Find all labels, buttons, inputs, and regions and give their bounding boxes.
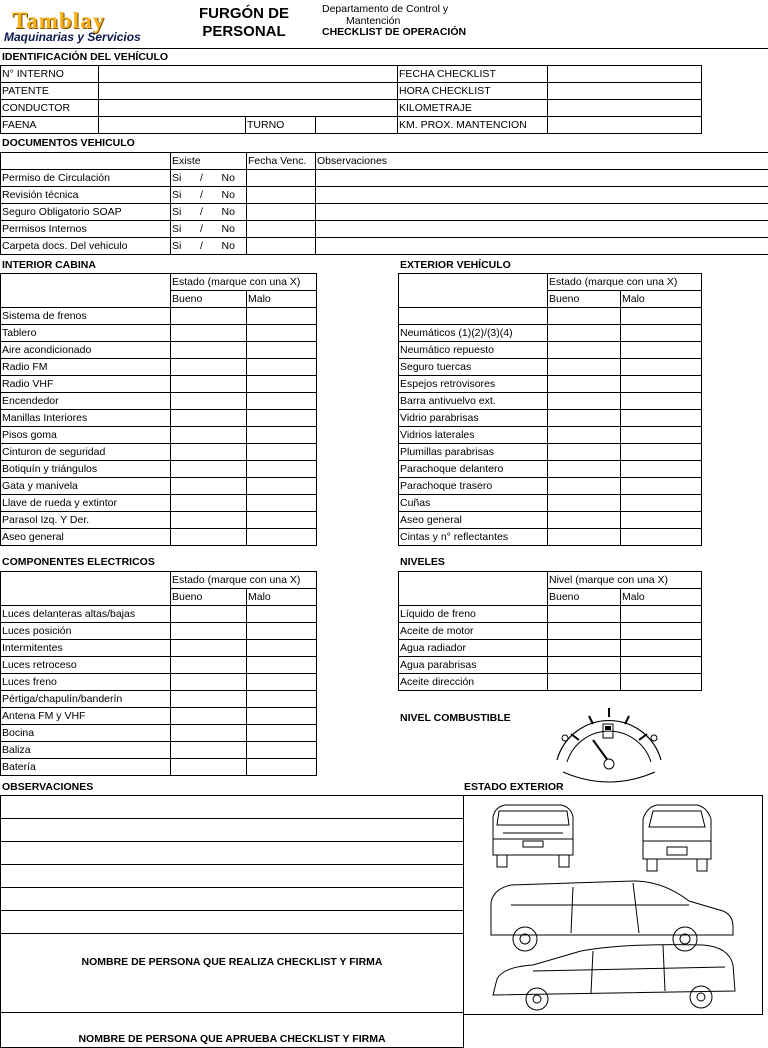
check-malo[interactable] <box>621 606 702 623</box>
check-bueno[interactable] <box>548 512 621 529</box>
doc-existe-si-no[interactable]: Si / No <box>171 187 247 204</box>
doc-item: Permiso de Circulación <box>1 170 171 187</box>
electrico-item: Pértiga/chapulín/banderín <box>1 691 171 708</box>
field-conductor[interactable] <box>99 100 398 117</box>
exterior-item: Espejos retrovisores <box>399 376 548 393</box>
check-bueno[interactable] <box>548 444 621 461</box>
section-observaciones: OBSERVACIONES <box>2 781 93 793</box>
divider <box>0 48 768 49</box>
check-bueno[interactable] <box>171 376 247 393</box>
interior-item: Tablero <box>1 325 171 342</box>
logo-tagline: Maquinarias y Servicios <box>4 30 164 44</box>
exterior-item: Neumáticos (1)(2)/(3)(4) <box>399 325 548 342</box>
interior-item: Encendedor <box>1 393 171 410</box>
check-malo[interactable] <box>247 461 317 478</box>
check-bueno[interactable] <box>548 461 621 478</box>
field-fecha-checklist[interactable] <box>548 66 702 83</box>
electrico-item: Intermitentes <box>1 640 171 657</box>
field-kilometraje[interactable] <box>548 100 702 117</box>
interior-item: Cinturon de seguridad <box>1 444 171 461</box>
check-bueno[interactable] <box>548 657 621 674</box>
check-bueno[interactable] <box>171 529 247 546</box>
electrico-item: Antena FM y VHF <box>1 708 171 725</box>
exterior-item: Vidrios laterales <box>399 427 548 444</box>
doc-existe-si-no[interactable]: Si / No <box>171 238 247 255</box>
check-malo[interactable] <box>621 427 702 444</box>
col-bueno: Bueno <box>171 589 247 606</box>
check-bueno[interactable] <box>548 410 621 427</box>
interior-item: Sistema de frenos <box>1 308 171 325</box>
exterior-item: Seguro tuercas <box>399 359 548 376</box>
label-faena: FAENA <box>1 117 99 134</box>
exterior-item: Aseo general <box>399 512 548 529</box>
check-bueno[interactable] <box>171 640 247 657</box>
electrico-item: Luces delanteras altas/bajas <box>1 606 171 623</box>
nivel-item: Agua parabrisas <box>399 657 548 674</box>
check-bueno[interactable] <box>171 461 247 478</box>
col-malo: Malo <box>247 589 317 606</box>
section-exterior: EXTERIOR VEHÍCULO <box>400 259 511 271</box>
check-bueno[interactable] <box>548 623 621 640</box>
check-bueno[interactable] <box>548 342 621 359</box>
check-bueno[interactable] <box>548 606 621 623</box>
check-malo[interactable] <box>247 410 317 427</box>
doc-fecha-field[interactable] <box>247 204 316 221</box>
check-malo[interactable] <box>621 623 702 640</box>
check-bueno[interactable] <box>548 495 621 512</box>
electrico-item: Bocina <box>1 725 171 742</box>
signature-block-aprueba[interactable] <box>1 1013 464 1048</box>
label-km-prox: KM. PROX. MANTENCION <box>398 117 548 134</box>
interior-item: Manillas Interiores <box>1 410 171 427</box>
interior-item: Pisos goma <box>1 427 171 444</box>
nivel-item: Agua radiador <box>399 640 548 657</box>
check-bueno[interactable] <box>171 623 247 640</box>
exterior-item: Cintas y n° reflectantes <box>399 529 548 546</box>
check-malo[interactable] <box>247 393 317 410</box>
check-malo[interactable] <box>247 512 317 529</box>
doc-item: Carpeta docs. Del vehiculo <box>1 238 171 255</box>
electrico-item: Luces freno <box>1 674 171 691</box>
check-malo[interactable] <box>621 461 702 478</box>
check-malo[interactable] <box>621 342 702 359</box>
interior-table <box>0 273 317 546</box>
doc-obs-field[interactable] <box>316 238 768 255</box>
logo-wordmark: Tamblay <box>12 10 160 32</box>
check-bueno[interactable] <box>548 478 621 495</box>
check-bueno[interactable] <box>171 606 247 623</box>
col-fecha-venc: Fecha Venc. <box>247 153 316 170</box>
check-malo[interactable] <box>247 674 317 691</box>
section-identificacion: IDENTIFICACIÓN DEL VEHÍCULO <box>2 51 168 63</box>
check-bueno[interactable] <box>171 478 247 495</box>
field-hora-checklist[interactable] <box>548 83 702 100</box>
col-existe: Existe <box>171 153 247 170</box>
check-malo[interactable] <box>247 495 317 512</box>
label-n-interno: N° INTERNO <box>1 66 99 83</box>
col-bueno: Bueno <box>548 291 621 308</box>
check-malo[interactable] <box>247 376 317 393</box>
check-malo[interactable] <box>247 759 317 776</box>
doc-fecha-field[interactable] <box>247 170 316 187</box>
check-malo[interactable] <box>247 657 317 674</box>
col-observaciones: Observaciones <box>316 153 768 170</box>
doc-fecha-field[interactable] <box>247 187 316 204</box>
check-bueno[interactable] <box>171 512 247 529</box>
obs-line[interactable] <box>1 819 464 842</box>
check-malo[interactable] <box>247 359 317 376</box>
exterior-item: Parachoque trasero <box>399 478 548 495</box>
interior-item: Aire acondicionado <box>1 342 171 359</box>
col-malo: Malo <box>621 589 702 606</box>
check-malo[interactable] <box>621 529 702 546</box>
check-malo[interactable] <box>621 359 702 376</box>
check-malo[interactable] <box>621 325 702 342</box>
check-malo[interactable] <box>621 376 702 393</box>
check-malo[interactable] <box>247 444 317 461</box>
col-malo: Malo <box>621 291 702 308</box>
interior-item: Radio VHF <box>1 376 171 393</box>
nivel-item: Aceite dirección <box>399 674 548 691</box>
exterior-item: Barra antivuelvo ext. <box>399 393 548 410</box>
label-nivel-combustible: NIVEL COMBUSTIBLE <box>400 712 511 724</box>
check-malo[interactable] <box>621 410 702 427</box>
documents-table <box>0 152 768 255</box>
check-bueno[interactable] <box>171 691 247 708</box>
doc-existe-si-no[interactable]: Si / No <box>171 204 247 221</box>
check-bueno[interactable] <box>548 640 621 657</box>
niveles-table <box>398 571 702 691</box>
electrico-item: Baliza <box>1 742 171 759</box>
exterior-item: Plumillas parabrisas <box>399 444 548 461</box>
label-turno: TURNO <box>246 117 316 134</box>
check-malo[interactable] <box>247 623 317 640</box>
identification-table <box>0 65 702 134</box>
check-malo[interactable] <box>247 308 317 325</box>
electricos-estado-header: Estado (marque con una X) <box>171 572 317 589</box>
label-fecha-checklist: FECHA CHECKLIST <box>398 66 548 83</box>
label-hora-checklist: HORA CHECKLIST <box>398 83 548 100</box>
check-malo[interactable] <box>621 495 702 512</box>
check-bueno[interactable] <box>171 342 247 359</box>
check-malo[interactable] <box>621 393 702 410</box>
col-bueno: Bueno <box>548 589 621 606</box>
exterior-item: Vidrio parabrisas <box>399 410 548 427</box>
doc-existe-si-no[interactable]: Si / No <box>171 221 247 238</box>
check-bueno[interactable] <box>171 427 247 444</box>
exterior-item: Parachoque delantero <box>399 461 548 478</box>
check-malo[interactable] <box>247 691 317 708</box>
doc-item: Revisión técnica <box>1 187 171 204</box>
section-interior: INTERIOR CABINA <box>2 259 96 271</box>
doc-obs-field[interactable] <box>316 204 768 221</box>
section-estado-exterior: ESTADO EXTERIOR <box>464 781 564 793</box>
obs-line[interactable] <box>1 865 464 888</box>
doc-fecha-field[interactable] <box>247 221 316 238</box>
interior-item: Gata y manivela <box>1 478 171 495</box>
section-electricos: COMPONENTES ELECTRICOS <box>2 556 155 568</box>
exterior-table <box>398 273 702 546</box>
nivel-item: Líquido de freno <box>399 606 548 623</box>
doc-obs-field[interactable] <box>316 170 768 187</box>
check-bueno[interactable] <box>548 427 621 444</box>
check-malo[interactable] <box>621 512 702 529</box>
field-n-interno[interactable] <box>99 66 398 83</box>
check-malo[interactable] <box>621 640 702 657</box>
check-malo[interactable] <box>621 444 702 461</box>
section-documentos: DOCUMENTOS VEHICULO <box>2 137 135 149</box>
check-bueno[interactable] <box>548 376 621 393</box>
label-kilometraje: KILOMETRAJE <box>398 100 548 117</box>
doc-obs-field[interactable] <box>316 187 768 204</box>
section-niveles: NIVELES <box>400 556 445 568</box>
check-malo[interactable] <box>247 529 317 546</box>
interior-estado-header: Estado (marque con una X) <box>171 274 317 291</box>
check-malo[interactable] <box>247 725 317 742</box>
check-malo[interactable] <box>247 427 317 444</box>
obs-line[interactable] <box>1 796 464 819</box>
check-malo[interactable] <box>247 708 317 725</box>
obs-line[interactable] <box>1 842 464 865</box>
exterior-item: Neumático repuesto <box>399 342 548 359</box>
field-patente[interactable] <box>99 83 398 100</box>
check-malo[interactable] <box>621 478 702 495</box>
check-bueno[interactable] <box>171 674 247 691</box>
check-malo[interactable] <box>247 342 317 359</box>
interior-item: Botiquín y triángulos <box>1 461 171 478</box>
label-realiza: NOMBRE DE PERSONA QUE REALIZA CHECKLIST Y FIRMA <box>1 954 463 1012</box>
check-bueno[interactable] <box>171 657 247 674</box>
check-malo[interactable] <box>247 478 317 495</box>
signature-block-realiza[interactable] <box>1 934 464 1013</box>
check-malo[interactable] <box>621 657 702 674</box>
company-logo <box>4 10 160 46</box>
interior-item: Parasol Izq. Y Der. <box>1 512 171 529</box>
check-malo[interactable] <box>247 742 317 759</box>
check-malo[interactable] <box>247 606 317 623</box>
check-malo[interactable] <box>247 640 317 657</box>
col-malo: Malo <box>247 291 317 308</box>
niveles-estado-header: Nivel (marque con una X) <box>548 572 702 589</box>
observaciones-table <box>0 795 464 1048</box>
electrico-item: Luces retroceso <box>1 657 171 674</box>
label-aprueba: NOMBRE DE PERSONA QUE APRUEBA CHECKLIST Y FIRMA <box>1 1031 463 1047</box>
doc-item: Seguro Obligatorio SOAP <box>1 204 171 221</box>
label-conductor: CONDUCTOR <box>1 100 99 117</box>
check-bueno[interactable] <box>548 393 621 410</box>
check-malo[interactable] <box>621 674 702 691</box>
electricos-table <box>0 571 317 776</box>
check-malo[interactable] <box>247 325 317 342</box>
check-bueno[interactable] <box>171 308 247 325</box>
label-patente: PATENTE <box>1 83 99 100</box>
field-faena[interactable] <box>99 117 246 134</box>
doc-obs-field[interactable] <box>316 221 768 238</box>
check-bueno[interactable] <box>171 393 247 410</box>
doc-item: Permisos Internos <box>1 221 171 238</box>
check-bueno[interactable] <box>548 674 621 691</box>
check-bueno[interactable] <box>171 495 247 512</box>
check-bueno[interactable] <box>171 410 247 427</box>
nivel-item: Aceite de motor <box>399 623 548 640</box>
check-bueno[interactable] <box>548 359 621 376</box>
interior-item: Radio FM <box>1 359 171 376</box>
check-bueno[interactable] <box>548 529 621 546</box>
doc-existe-si-no[interactable]: Si / No <box>171 170 247 187</box>
check-bueno[interactable] <box>171 708 247 725</box>
doc-fecha-field[interactable] <box>247 238 316 255</box>
exterior-item: Cuñas <box>399 495 548 512</box>
check-bueno[interactable] <box>171 444 247 461</box>
check-bueno[interactable] <box>171 759 247 776</box>
col-bueno: Bueno <box>171 291 247 308</box>
obs-line[interactable] <box>1 888 464 911</box>
form-title: FURGÓN DE PERSONAL <box>185 5 303 41</box>
obs-line[interactable] <box>1 911 464 934</box>
exterior-estado-header: Estado (marque con una X) <box>548 274 702 291</box>
check-bueno[interactable] <box>171 325 247 342</box>
department-heading: Departamento de Control y Mantención CHECKLIST DE OPERACIÓN <box>322 4 472 39</box>
electrico-item: Batería <box>1 759 171 776</box>
check-bueno[interactable] <box>171 725 247 742</box>
field-turno[interactable] <box>316 117 398 134</box>
fuel-gauge-icon[interactable] <box>553 700 665 784</box>
check-bueno[interactable] <box>548 325 621 342</box>
van-diagram-icon[interactable] <box>463 795 763 1015</box>
check-bueno[interactable] <box>171 742 247 759</box>
interior-item: Aseo general <box>1 529 171 546</box>
field-km-prox[interactable] <box>548 117 702 134</box>
electrico-item: Luces posición <box>1 623 171 640</box>
check-bueno[interactable] <box>171 359 247 376</box>
interior-item: Llave de rueda y extintor <box>1 495 171 512</box>
